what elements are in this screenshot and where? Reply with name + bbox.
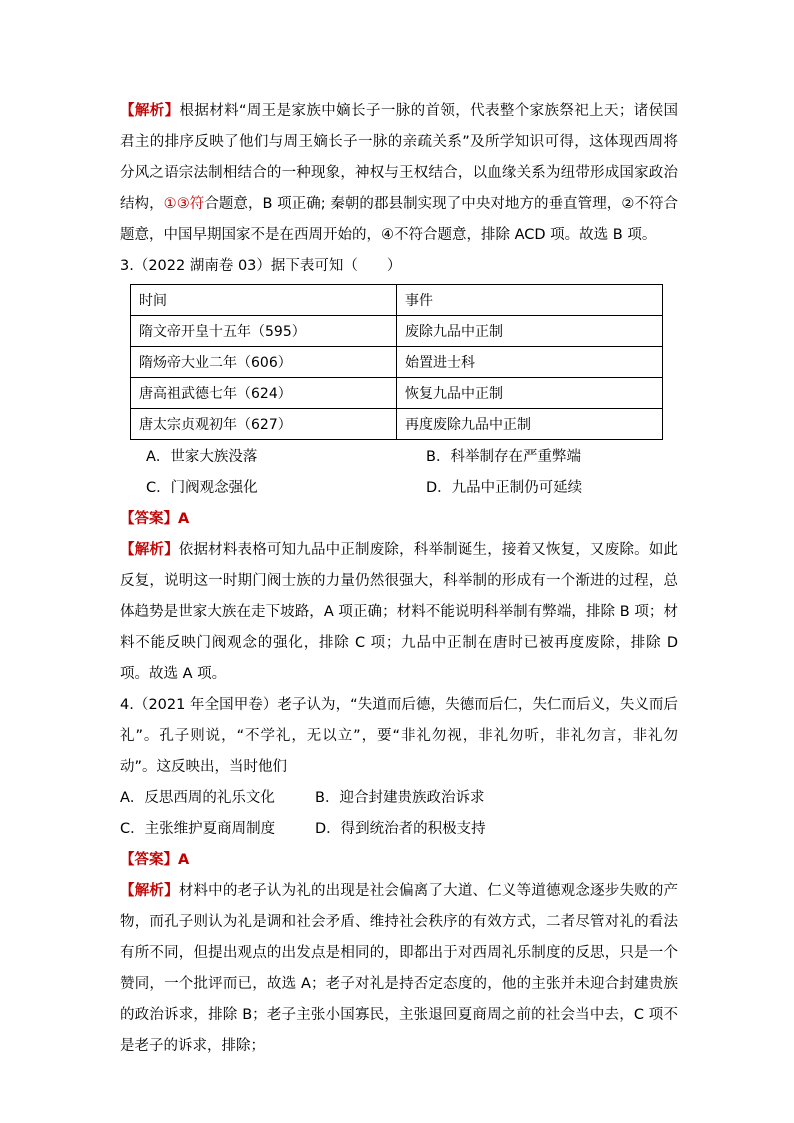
q4-stem: 4.（2021 年全国甲卷）老子认为，“失道而后德，失德而后仁，失仁而后义，失义而后礼”。孔子则说，“不学礼，无以立”，要“非礼勿视，非礼勿听，非礼勿言，非礼勿动”。这反映出，当时他们 [120,697,678,775]
q4-options-row-1 [120,783,678,814]
q3-stem: 3.（2022 湖南卷 03）据下表可知（ ） [120,258,402,274]
q4-option-a: A．反思西周的礼乐文化 [120,790,275,806]
q3-analysis [120,535,678,690]
q4-analysis-text: 材料中的老子认为礼的出现是社会偏离了大道、仁义等道德观念逐步失败的产物，而孔子则认为礼是调和社会矛盾、维持社会秩序的有效方式，二者尽管对礼的看法有所不同，但提出观点的出发点是相同的，即都出于对西周礼乐制度的反思，只是一个赞同，一个批评而已，故选 A；老子对礼是持否定态度的，他的主张并未迎合封建贵族的政治诉求，排除 B；老子主张小国寡民，主张退回夏商周之前的社会当中去，C 项不是老子的诉求，排除； [120,883,679,1054]
q2-analysis [120,96,678,251]
q2-analysis-tag: 【解析】 [120,103,180,119]
q2-analysis-text-a: 根据材料“周王是家族中嫡长子一脉的首领，代表整个家族祭祀上天；诸侯国君主的排序反映了他们与周王嫡长子一脉的亲疏关系”及所学知识可得，这体现西周将分风之语宗法制相结合的一种现象，神权与王权结合，以血缘关系为纽带形成国家政治结构， [120,103,678,212]
q3-option-b: B．科举制存在严重弊端 [426,449,581,465]
table-row [131,316,663,347]
table-header-event: 事件 [397,285,663,316]
q3-table [130,284,663,440]
table-cell-time: 隋炀帝大业二年（606） [131,347,397,378]
q3-analysis-tag: 【解析】 [120,542,179,558]
q3-options-row-1 [120,442,678,473]
table-cell-event: 恢复九品中正制 [397,378,663,409]
q3-answer [120,504,678,535]
table-cell-time: 隋文帝开皇十五年（595） [131,316,397,347]
document-page [120,96,678,1062]
q4-option-d: D．得到统治者的积极支持 [315,821,486,837]
q4-analysis [120,876,678,1062]
q2-analysis-highlight: ①③符 [163,196,205,212]
table-row [131,378,663,409]
table-header-time: 时间 [131,285,397,316]
q2-analysis-text-b: 合题意，B 项正确; 秦朝的郡县制实现了中央对地方的垂直管理，②不符合题意，中国早期国家不是在西周开始的，④不符合题意，排除 ACD 项。故选 B 项。 [120,196,678,243]
table-cell-event: 再度废除九品中正制 [397,409,663,440]
table-header-row [131,285,663,316]
table-row [131,409,663,440]
q3-answer-tag: 【答案】 [120,511,178,527]
q3-options-row-2 [120,473,678,504]
table-row [131,347,663,378]
q3-option-d: D．九品中正制仍可延续 [426,480,583,496]
q3-answer-value: A [178,511,190,527]
q3-analysis-text: 依据材料表格可知九品中正制废除，科举制诞生，接着又恢复，又废除。如此反复，说明这一时期门阀士族的力量仍然很强大，科举制的形成有一个渐进的过程，总体趋势是世家大族在走下坡路，A 项正确；材料不能说明科举制有弊端，排除 B 项；材料不能反映门阀观念的强化，排除 C 项；九品中正制在唐时已被再度废除，排除 D 项。故选 A 项。 [120,542,679,682]
q3-option-c: C．门阀观念强化 [146,480,258,496]
q4-option-b: B．迎合封建贵族政治诉求 [315,790,485,806]
q3-option-a: A．世家大族没落 [146,449,258,465]
q4-option-c: C．主张维护夏商周制度 [120,821,276,837]
table-cell-time: 唐太宗贞观初年（627） [131,409,397,440]
table-cell-time: 唐高祖武德七年（624） [131,378,397,409]
q4-answer-value: A [178,852,190,868]
q4-answer-tag: 【答案】 [120,852,178,868]
table-cell-event: 始置进士科 [397,347,663,378]
q4-answer [120,845,678,876]
q4-options-row-2 [120,814,678,845]
q4-analysis-tag: 【解析】 [120,883,179,899]
table-cell-event: 废除九品中正制 [397,316,663,347]
